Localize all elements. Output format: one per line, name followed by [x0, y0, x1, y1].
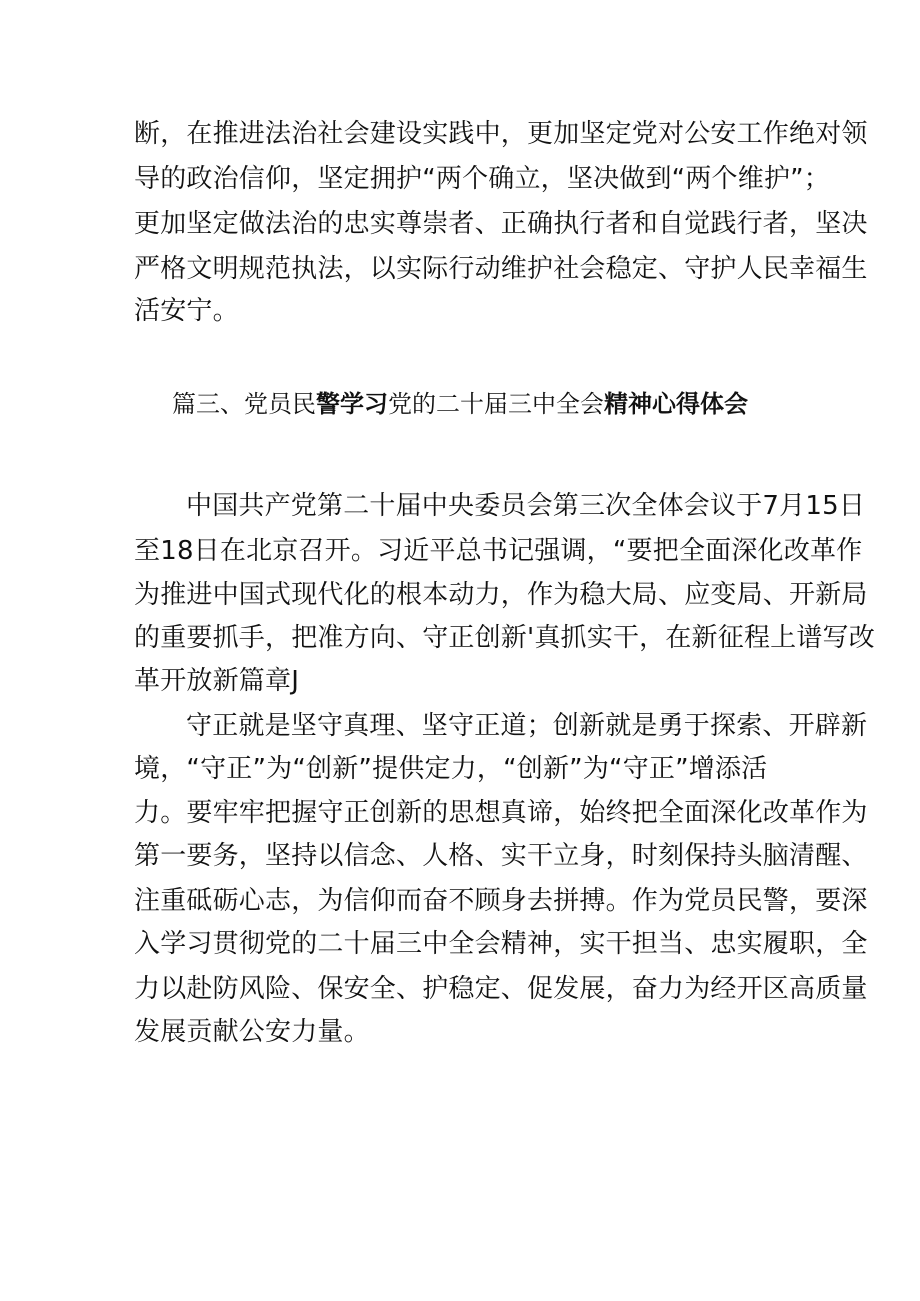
title-part-2: 警学习: [316, 390, 388, 418]
intro-line-5: 活安宁。: [134, 296, 239, 326]
title-part-4: 精神心得体会: [604, 390, 748, 418]
para2-line-6: 入学习贯彻党的二十届三中全会精神，实干担当、忠实履职，全: [134, 929, 868, 959]
title-part-1: 篇三、党员民: [172, 390, 316, 418]
para1-line-3: 为推进中国式现代化的根本动力，作为稳大局、应变局、开新局: [134, 580, 868, 610]
para2-line-5: 注重砥砺心志，为信仰而奋不顾身去拼搏。作为党员民警，要深: [134, 886, 868, 916]
para1-line-5: 革开放新篇章J: [134, 666, 300, 696]
intro-line-3: 更加坚定做法治的忠实尊崇者、正确执行者和自觉践行者，坚决: [134, 209, 868, 239]
para1-line-2: 至18日在北京召开。习近平总书记强调，“要把全面深化改革作: [134, 536, 863, 566]
intro-line-2: 导的政治信仰，坚定拥护“两个确立，坚决做到“两个维护”；: [134, 164, 831, 194]
intro-line-1: 断，在推进法治社会建设实践中，更加坚定党对公安工作绝对领: [134, 119, 868, 149]
para2-line-3: 力。要牢牢把握守正创新的思想真谛，始终把全面深化改革作为: [134, 798, 868, 828]
para2-line-1: 守正就是坚守真理、坚守正道；创新就是勇于探索、开辟新: [186, 711, 868, 741]
intro-line-4: 严格文明规范执法，以实际行动维护社会稳定、守护人民幸福生: [134, 254, 868, 284]
para2-line-8: 发展贡献公安力量。: [134, 1017, 370, 1047]
para1-line-1: 中国共产党第二十届中央委员会第三次全体会议于7月15日: [186, 491, 866, 521]
para2-line-4: 第一要务，坚持以信念、人格、实干立身，时刻保持头脑清醒、: [134, 841, 868, 871]
title-part-3: 党的二十届三中全会: [388, 390, 604, 418]
para1-line-4: 的重要抓手，把准方向、守正创新'真抓实干，在新征程上谱写改: [134, 623, 875, 653]
section-title: [0, 389, 920, 419]
para2-line-2: 境，“守正”为“创新”提供定力，“创新”为“守正”增添活: [134, 754, 768, 784]
para2-line-7: 力以赴防风险、保安全、护稳定、促发展，奋力为经开区高质量: [134, 974, 868, 1004]
